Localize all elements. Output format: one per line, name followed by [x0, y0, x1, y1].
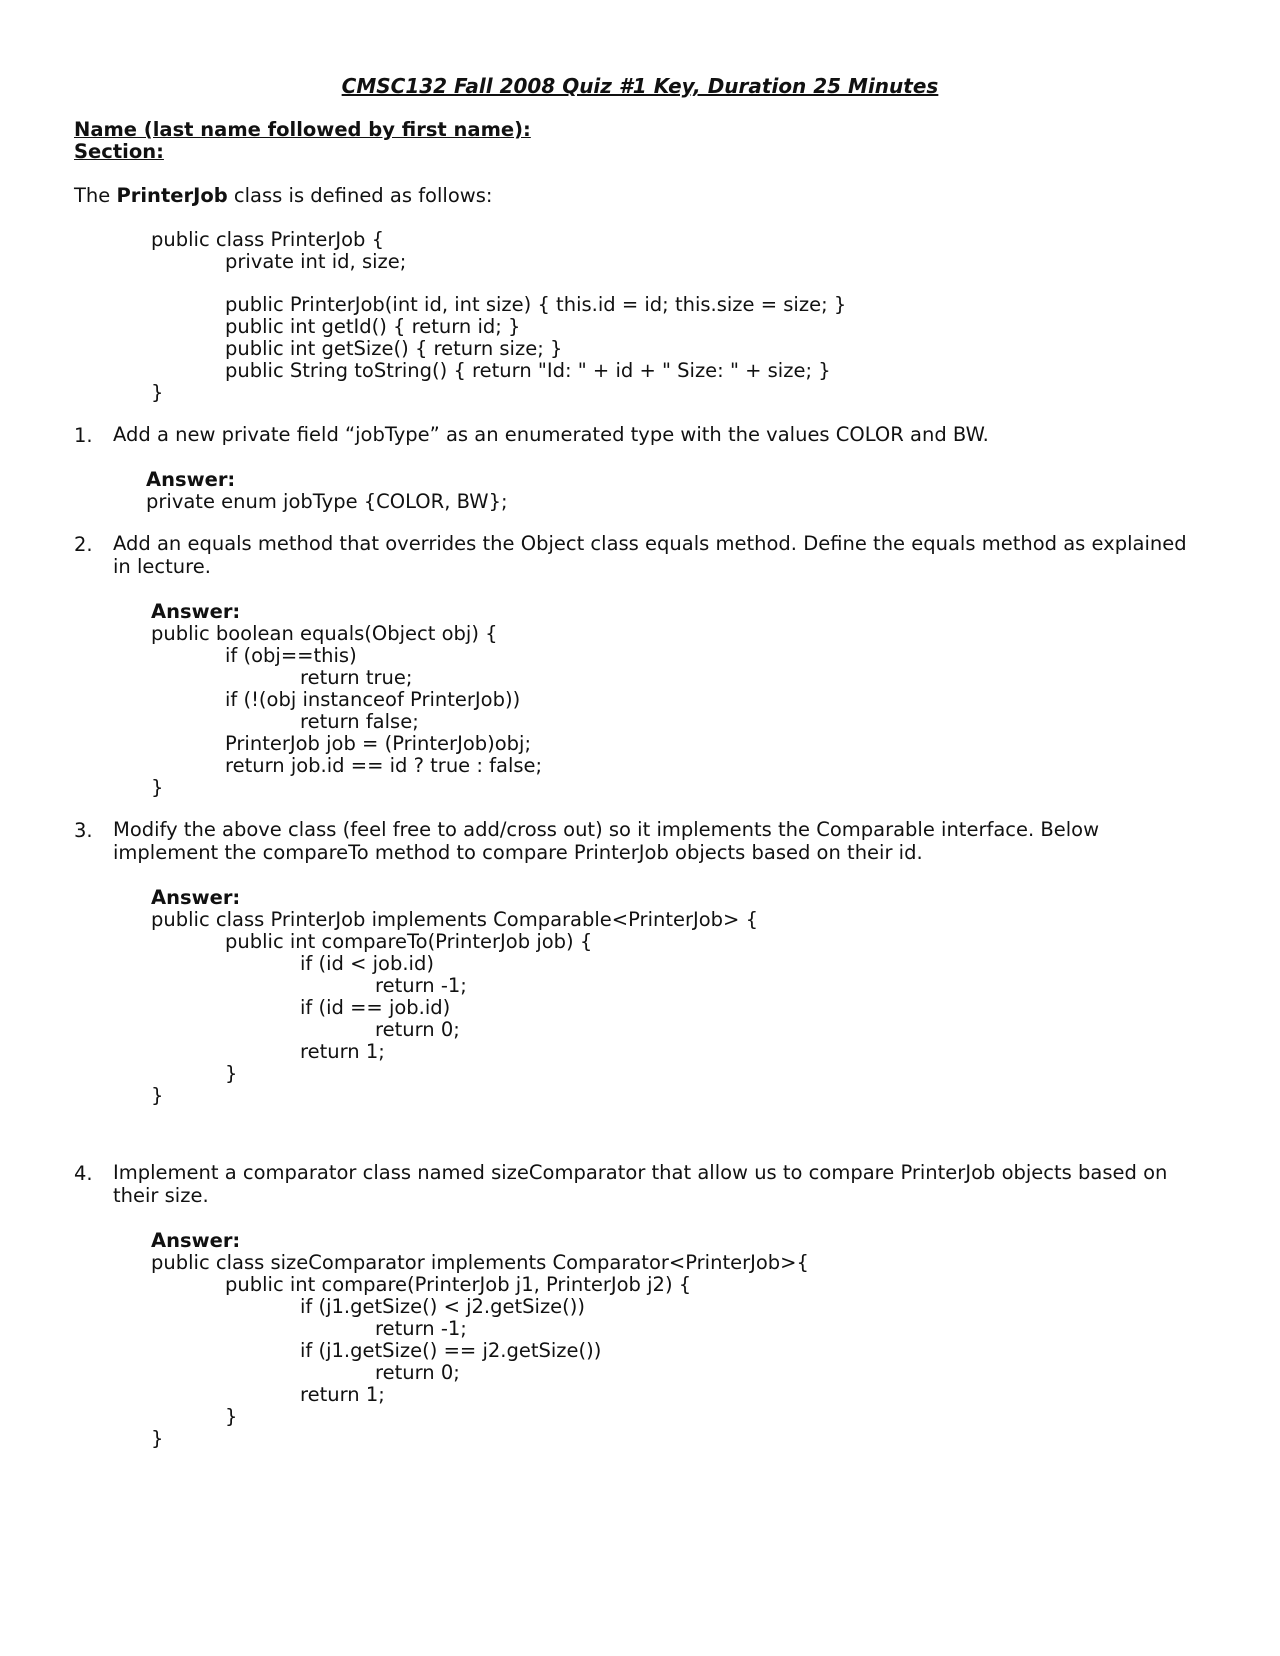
answer-code-line: } [225, 1405, 238, 1428]
answer-code-line: return 0; [375, 1018, 460, 1041]
code-line: public String toString() { return "Id: " + id + " Size: " + size; } [225, 359, 831, 382]
answer-code-line: public int compareTo(PrinterJob job) { [225, 930, 593, 953]
section-label: Section: [74, 140, 164, 163]
answer-code-line: } [151, 776, 164, 799]
answer-label: Answer: [146, 468, 236, 491]
answer-code-line: return -1; [375, 974, 467, 997]
page-title: CMSC132 Fall 2008 Quiz #1 Key, Duration 25 Minutes [341, 74, 939, 98]
answer-code-line: return -1; [375, 1317, 467, 1340]
question-number: 4. [74, 1162, 93, 1185]
answer-code-line: if (id == job.id) [300, 996, 451, 1019]
intro-sentence [74, 184, 492, 207]
answer-code-line: return 0; [375, 1361, 460, 1384]
code-line: public int getId() { return id; } [225, 315, 521, 338]
answer-code-line: if (j1.getSize() == j2.getSize()) [300, 1339, 602, 1362]
answer-code-line: } [225, 1062, 238, 1085]
answer-code-line: return true; [300, 666, 413, 689]
question-number: 3. [74, 819, 93, 842]
answer-code-line: public int compare(PrinterJob j1, PrinterJob j2) { [225, 1273, 692, 1296]
answer-code-line: return false; [300, 710, 419, 733]
code-line: private int id, size; [225, 250, 407, 273]
answer-code-line: return job.id == id ? true : false; [225, 754, 543, 777]
intro-suffix: class is defined as follows: [227, 184, 493, 207]
answer-code-line: } [151, 1084, 164, 1107]
answer-code-line: if (!(obj instanceof PrinterJob)) [225, 688, 521, 711]
answer-label: Answer: [151, 600, 241, 623]
answer-code-line: private enum jobType {COLOR, BW}; [146, 490, 508, 513]
answer-code-line: return 1; [300, 1383, 385, 1406]
code-line: } [151, 381, 164, 404]
code-line: public int getSize() { return size; } [225, 337, 563, 360]
question-number: 2. [74, 533, 93, 556]
question-text: Implement a comparator class named sizeComparator that allow us to compare PrinterJob objects based on their size. [113, 1161, 1168, 1207]
intro-class-name: PrinterJob [116, 184, 228, 207]
answer-code-line: if (id < job.id) [300, 952, 434, 975]
answer-code-line: } [151, 1427, 164, 1450]
name-label: Name (last name followed by first name): [74, 118, 531, 141]
answer-label: Answer: [151, 886, 241, 909]
answer-code-line: if (j1.getSize() < j2.getSize()) [300, 1295, 586, 1318]
question-number: 1. [74, 424, 93, 447]
code-line: public PrinterJob(int id, int size) { this.id = id; this.size = size; } [225, 293, 847, 316]
answer-code-line: public class sizeComparator implements Comparator<PrinterJob>{ [151, 1251, 809, 1274]
question-text: Add an equals method that overrides the Object class equals method. Define the equals method as explained in lecture. [113, 532, 1187, 578]
answer-code-line: public boolean equals(Object obj) { [151, 622, 498, 645]
question-text: Add a new private field “jobType” as an enumerated type with the values COLOR and BW. [113, 423, 989, 446]
question-text: Modify the above class (feel free to add/cross out) so it implements the Comparable interface. Below implement the compareTo method to compare PrinterJob objects based on their id. [113, 818, 1100, 864]
answer-code-line: return 1; [300, 1040, 385, 1063]
intro-prefix: The [74, 184, 117, 207]
answer-code-line: public class PrinterJob implements Comparable<PrinterJob> { [151, 908, 759, 931]
answer-label: Answer: [151, 1229, 241, 1252]
answer-code-line: if (obj==this) [225, 644, 357, 667]
answer-code-line: PrinterJob job = (PrinterJob)obj; [225, 732, 532, 755]
code-line: public class PrinterJob { [151, 228, 385, 251]
